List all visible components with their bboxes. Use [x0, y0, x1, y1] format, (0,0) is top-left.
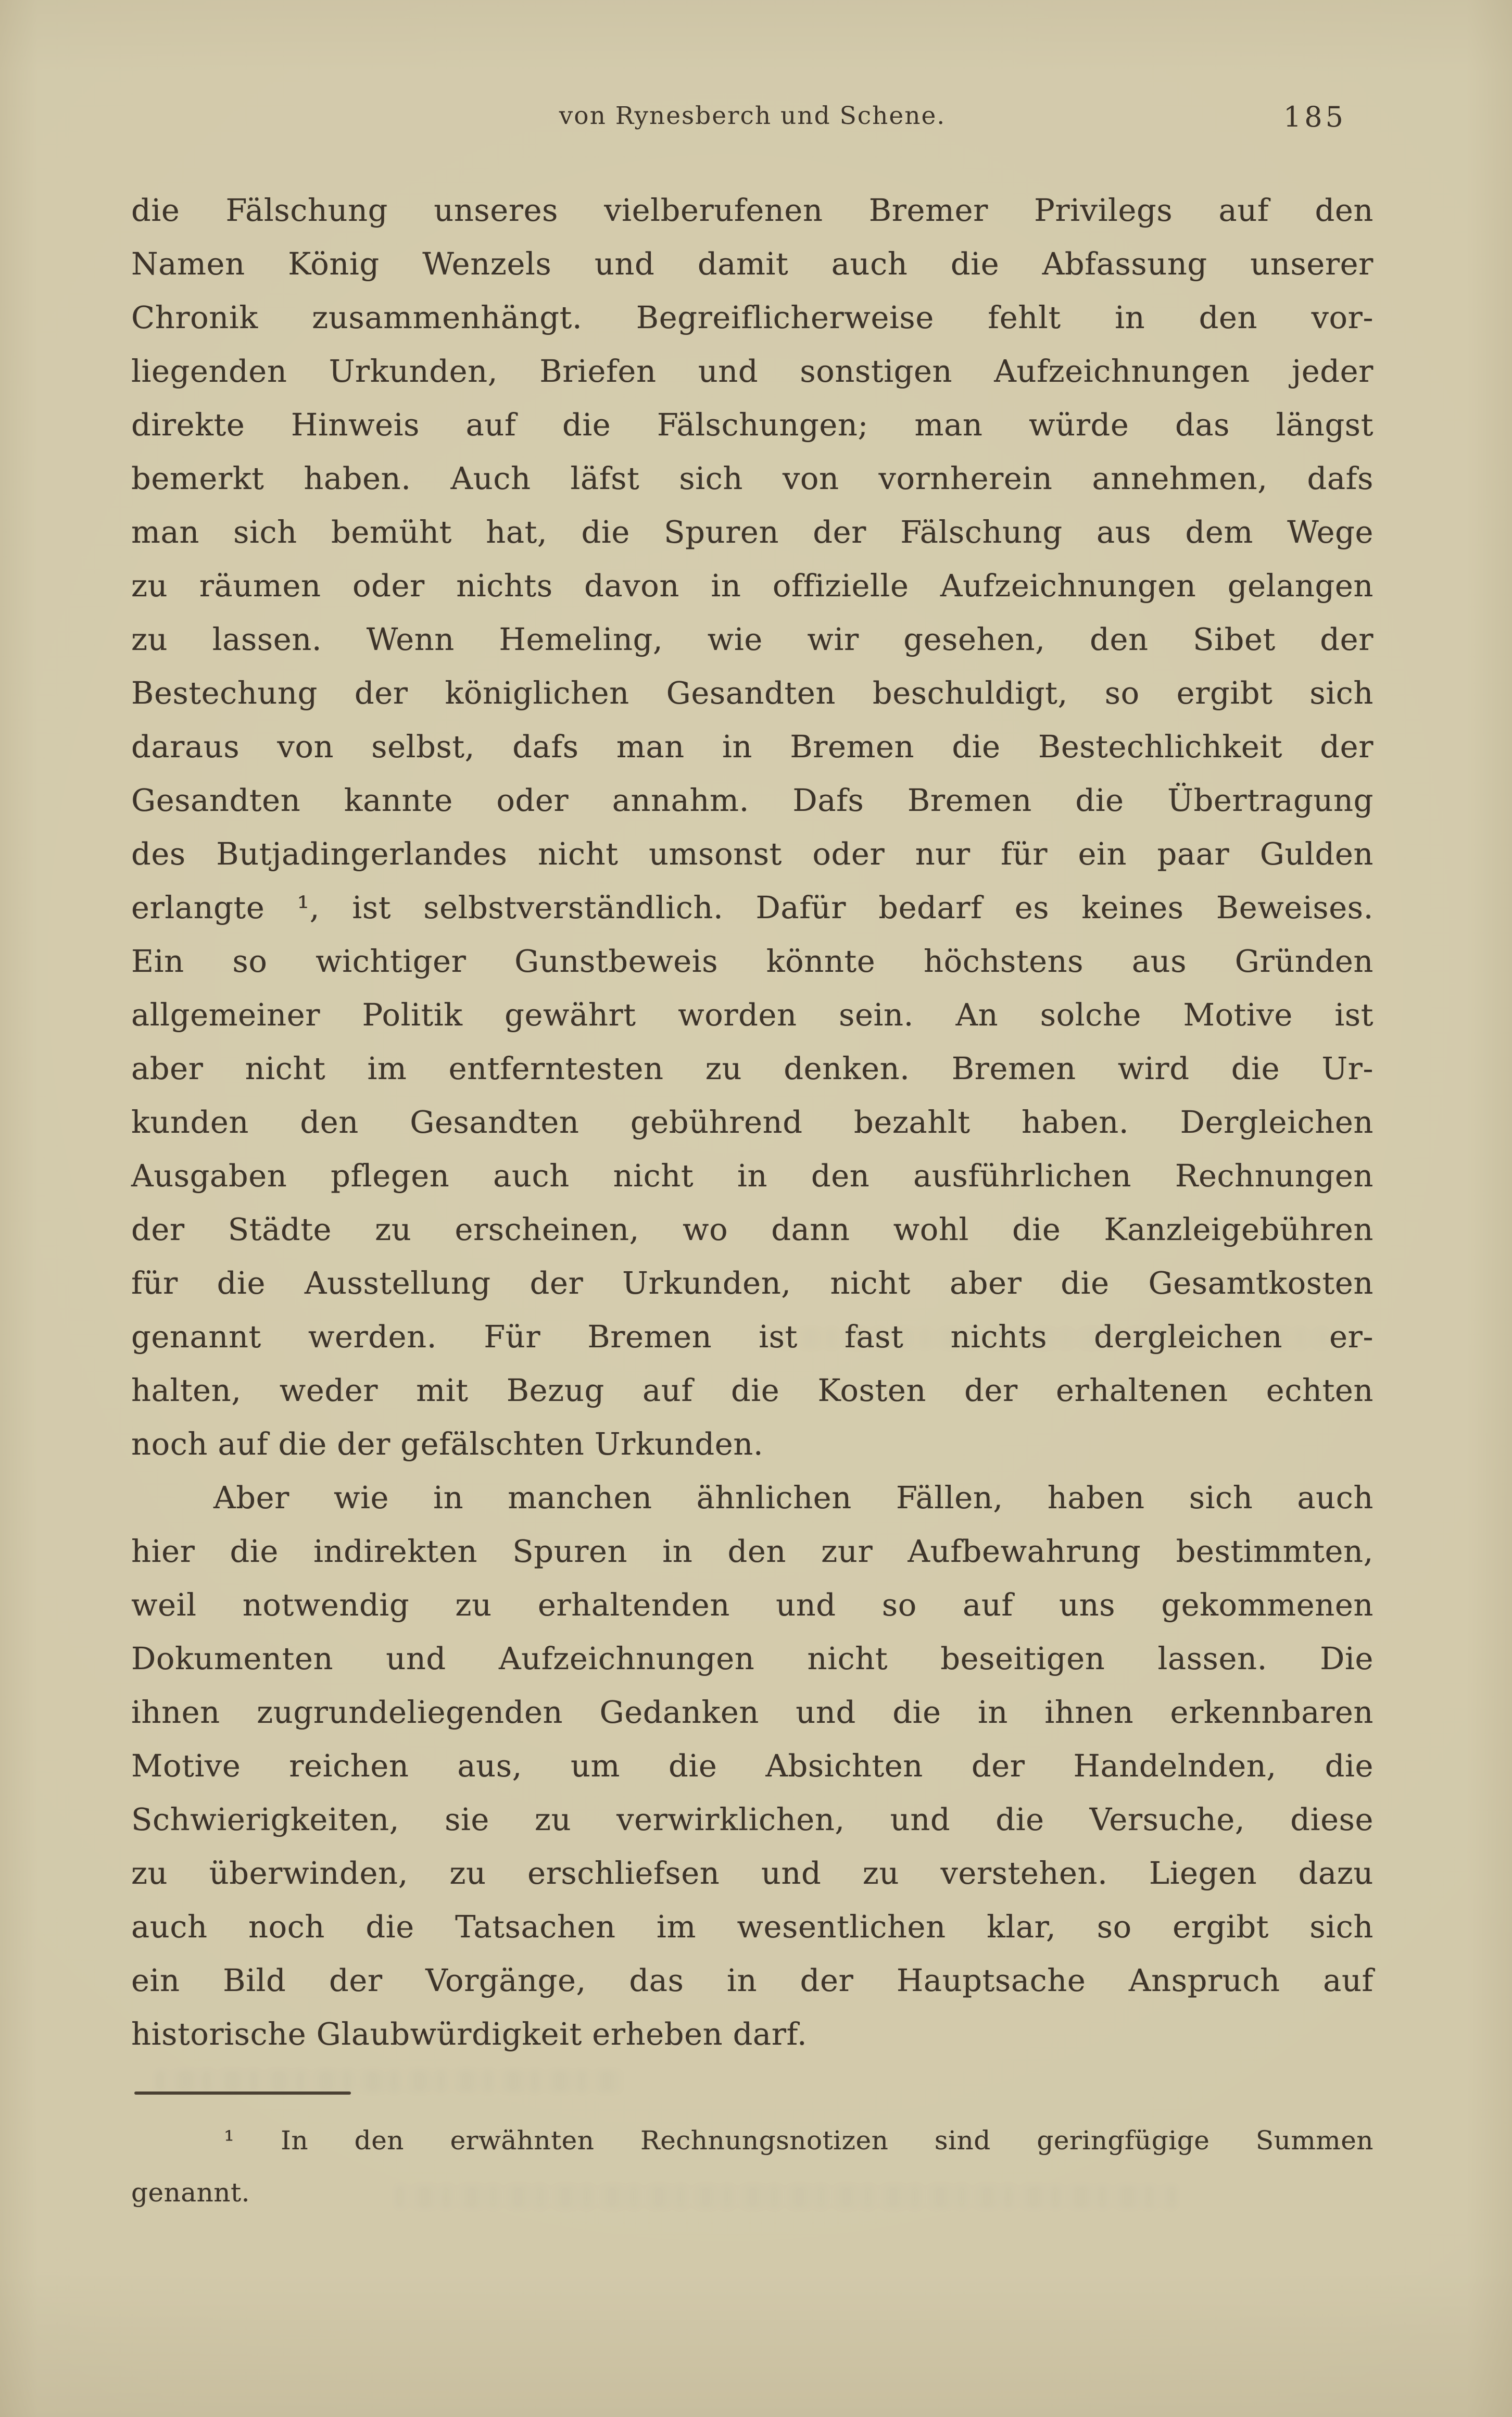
text-line: die Fälschung unseres vielberufenen Bremer Privilegs auf den [131, 192, 1374, 228]
text-line: man sich bemüht hat, die Spuren der Fälschung aus dem Wege [131, 514, 1374, 550]
text-line: Bestechung der königlichen Gesandten beschuldigt, so ergibt sich [131, 675, 1374, 711]
text-line: auch noch die Tatsachen im wesentlichen klar, so ergibt sich [131, 1909, 1374, 1945]
text-line: zu überwinden, zu erschliefsen und zu verstehen. Liegen dazu [131, 1855, 1374, 1891]
body-text [131, 183, 1374, 2061]
bleed-through-smudge [156, 2070, 625, 2092]
bleed-through-smudge [396, 2185, 1177, 2209]
page-number: 185 [1283, 101, 1346, 133]
text-line: erlangte ¹, ist selbstverständlich. Dafür bedarf es keines Beweises. [131, 890, 1374, 925]
text-line: aber nicht im entferntesten zu denken. Bremen wird die Ur- [131, 1050, 1374, 1086]
text-line: Ausgaben pflegen auch nicht in den ausführlichen Rechnungen [131, 1158, 1374, 1194]
text-line: allgemeiner Politik gewährt worden sein. An solche Motive ist [131, 997, 1374, 1033]
text-line: Motive reichen aus, um die Absichten der Handelnden, die [131, 1748, 1374, 1784]
text-line: zu räumen oder nichts davon in offizielle Aufzeichnungen gelangen [131, 568, 1374, 604]
text-line: Schwierigkeiten, sie zu verwirklichen, und die Versuche, diese [131, 1801, 1374, 1837]
text-line: noch auf die der gefälschten Urkunden. [131, 1426, 764, 1462]
text-line: Chronik zusammenhängt. Begreiflicherweise fehlt in den vor- [131, 299, 1374, 335]
bleed-through-smudge [781, 1328, 1328, 1349]
text-line: liegenden Urkunden, Briefen und sonstigen Aufzeichnungen jeder [131, 353, 1374, 389]
text-line: Aber wie in manchen ähnlichen Fällen, haben sich auch [213, 1480, 1374, 1516]
text-line: Ein so wichtiger Gunstbeweis könnte höchstens aus Gründen [131, 943, 1374, 979]
text-line: daraus von selbst, dafs man in Bremen die Bestechlichkeit der [131, 729, 1374, 765]
text-line: Gesandten kannte oder annahm. Dafs Bremen die Übertragung [131, 782, 1374, 818]
text-line: für die Ausstellung der Urkunden, nicht aber die Gesamtkosten [131, 1265, 1374, 1301]
text-line: ihnen zugrundeliegenden Gedanken und die in ihnen erkennbaren [131, 1694, 1374, 1730]
text-line: bemerkt haben. Auch läfst sich von vornherein annehmen, dafs [131, 460, 1374, 496]
text-line: halten, weder mit Bezug auf die Kosten der erhaltenen echten [131, 1372, 1374, 1408]
text-line: historische Glaubwürdigkeit erheben darf. [131, 2016, 808, 2052]
text-line: der Städte zu erscheinen, wo dann wohl die Kanzleigebühren [131, 1211, 1374, 1247]
text-line: zu lassen. Wenn Hemeling, wie wir gesehen, den Sibet der [131, 621, 1374, 657]
text-line: hier die indirekten Spuren in den zur Aufbewahrung bestimmten, [131, 1533, 1374, 1569]
text-line: kunden den Gesandten gebührend bezahlt haben. Dergleichen [131, 1104, 1374, 1140]
text-line: ein Bild der Vorgänge, das in der Hauptsache Anspruch auf [131, 1962, 1374, 1998]
text-line: genannt werden. Für Bremen ist fast nichts dergleichen er- [131, 1319, 1374, 1355]
text-line: Dokumenten und Aufzeichnungen nicht beseitigen lassen. Die [131, 1640, 1374, 1676]
footnote-line: ¹ In den erwähnten Rechnungsnotizen sind geringfügige Summen [224, 2125, 1374, 2156]
text-line: direkte Hinweis auf die Fälschungen; man würde das längst [131, 407, 1374, 443]
text-line: des Butjadingerlandes nicht umsonst oder nur für ein paar Gulden [131, 836, 1374, 872]
text-line: Namen König Wenzels und damit auch die Abfassung unserer [131, 246, 1374, 282]
header-title: von Rynesberch und Schene. [559, 102, 946, 130]
running-header [131, 98, 1374, 145]
text-line: weil notwendig zu erhaltenden und so auf uns gekommenen [131, 1587, 1374, 1623]
footnote-line: genannt. [131, 2177, 250, 2208]
